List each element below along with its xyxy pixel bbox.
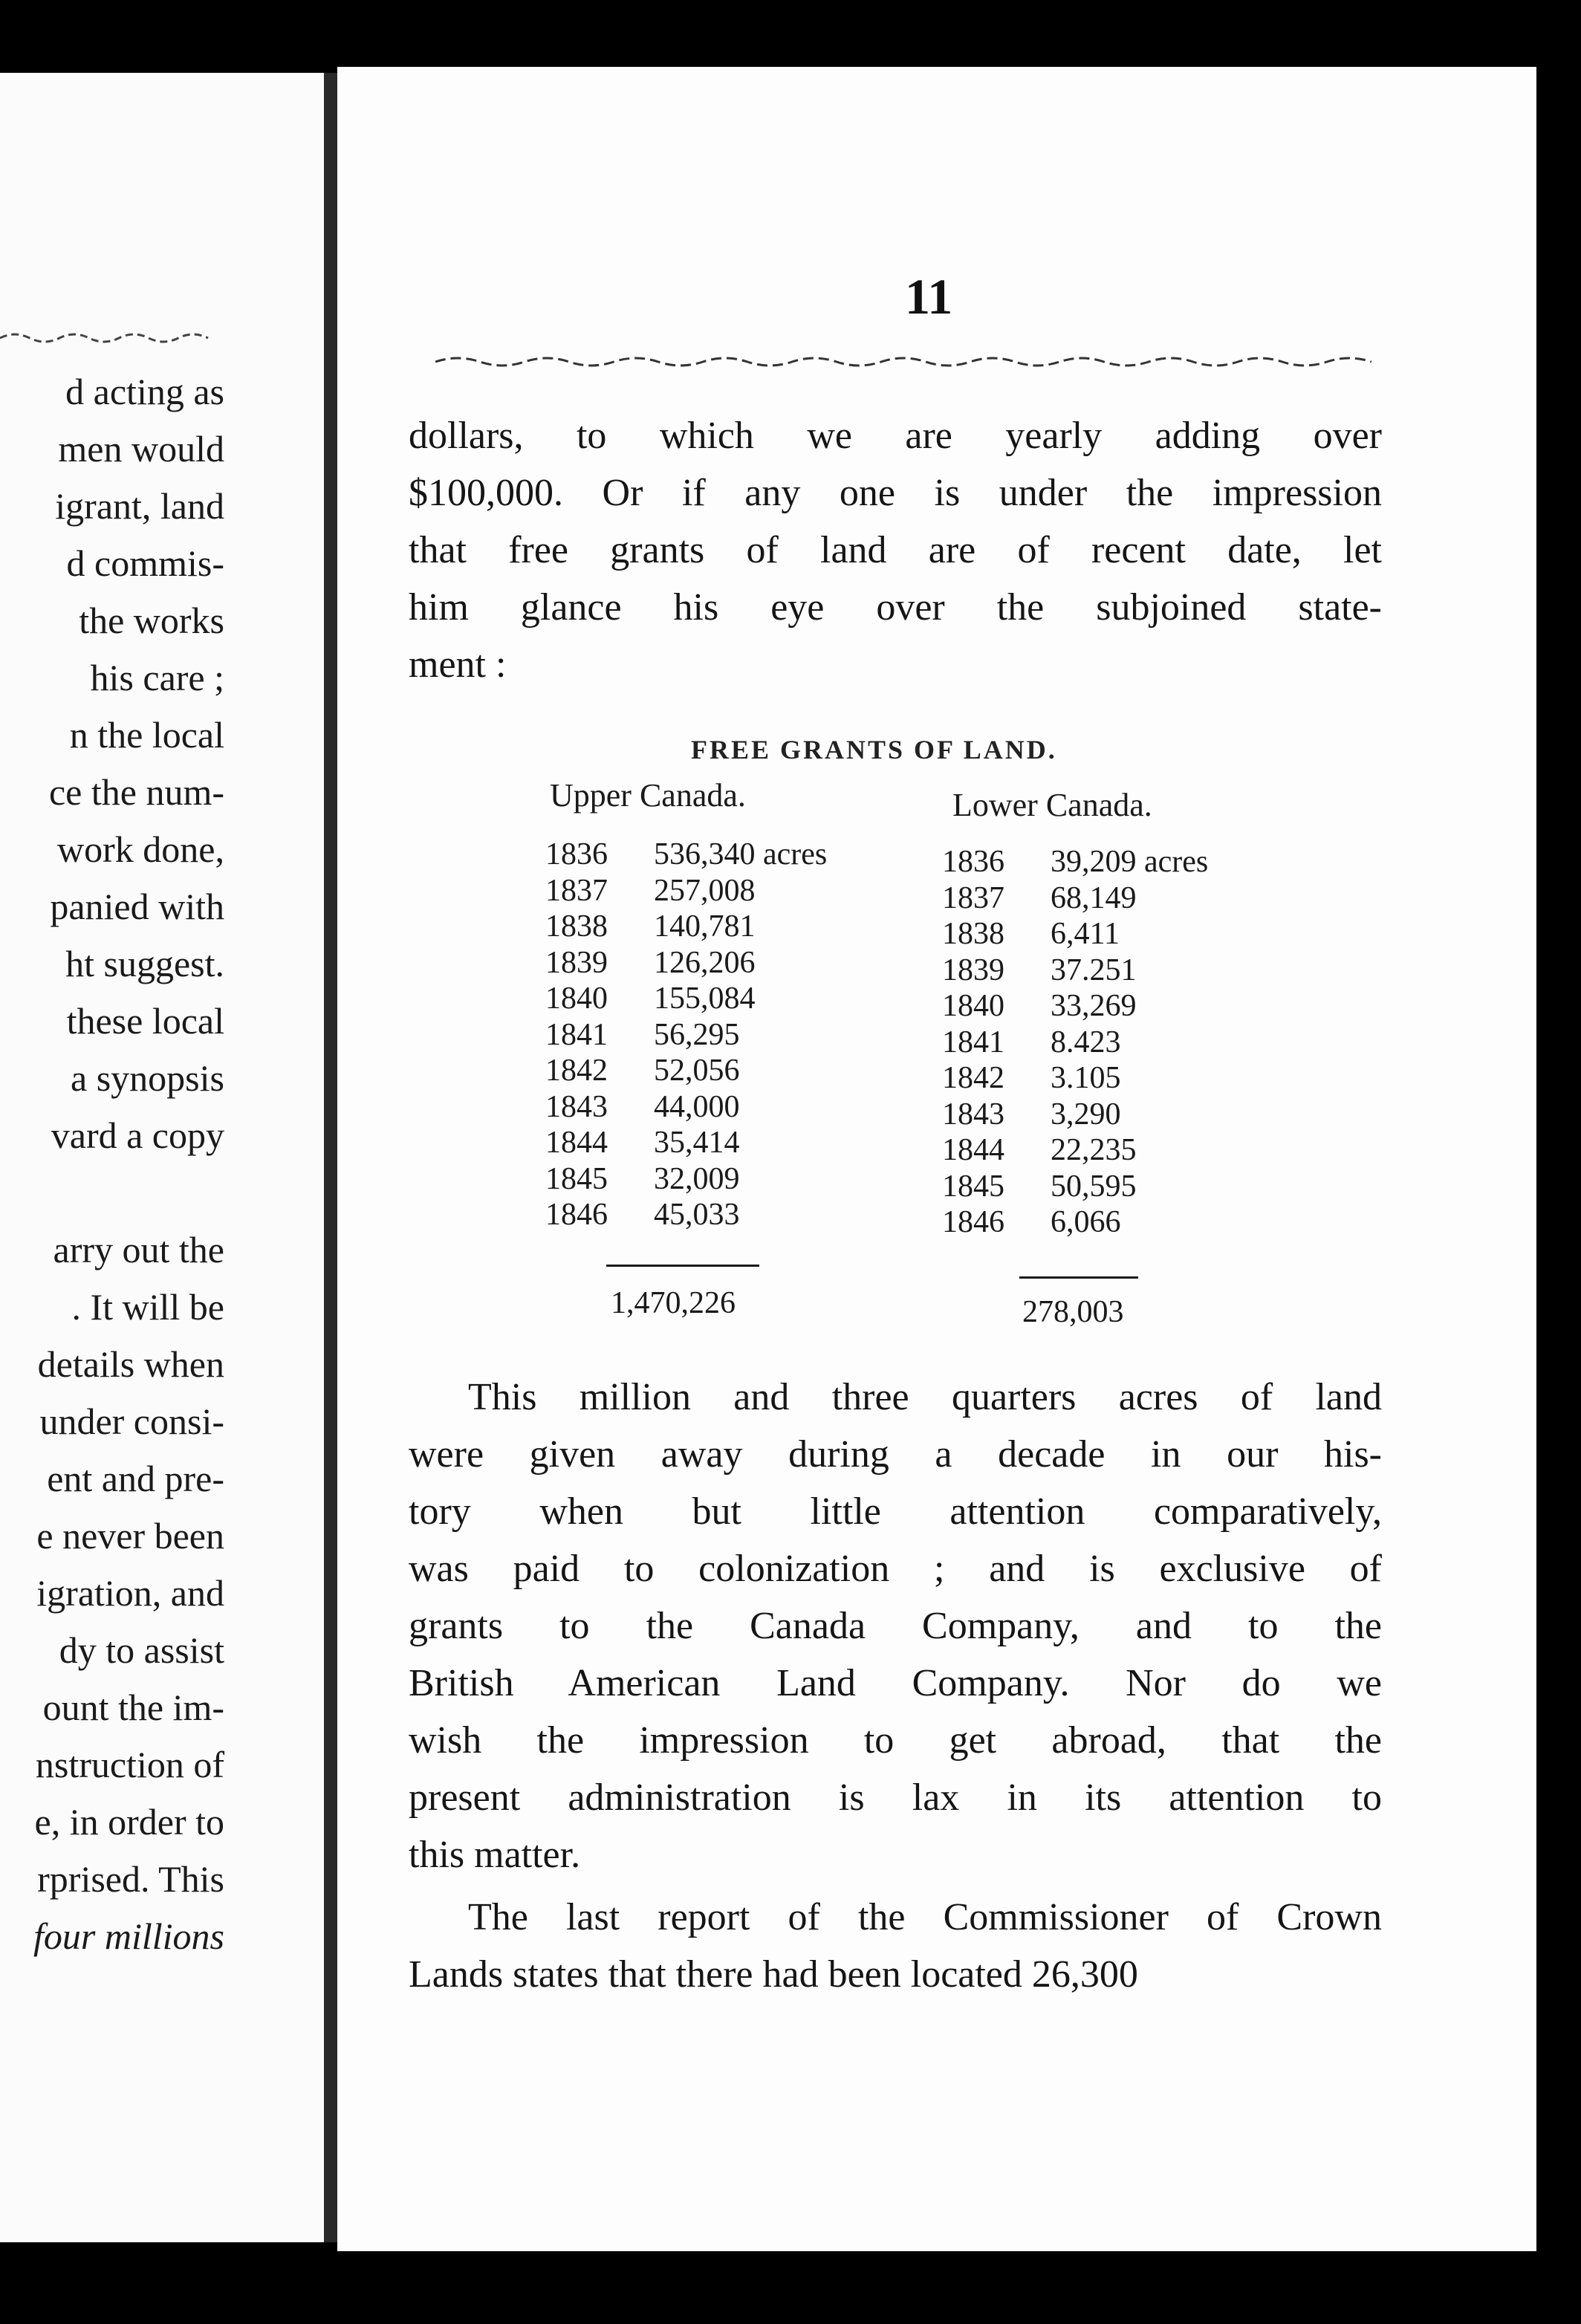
table-row: [942, 1097, 1121, 1132]
left-page-line: work done,: [57, 828, 224, 870]
page-number: 11: [905, 268, 953, 325]
row-acres: 3,290: [1051, 1097, 1121, 1132]
left-page-line: n the local: [69, 714, 224, 756]
row-year: 1837: [942, 880, 1004, 915]
row-year: 1846: [942, 1205, 1004, 1239]
row-year: 1837: [545, 873, 608, 908]
row-acres: 140,781: [654, 909, 756, 944]
text-line: This million and three quarters acres of land: [468, 1376, 1382, 1418]
table-row: [942, 1204, 1121, 1240]
text-line: tory when but little attention comparatively,: [409, 1490, 1382, 1533]
left-page-text: [0, 73, 327, 2242]
lower-canada-total: 278,003: [1022, 1295, 1124, 1329]
row-acres: 35,414: [654, 1126, 740, 1160]
table-row: [942, 988, 1137, 1024]
row-acres: 126,206: [654, 945, 756, 980]
left-page-line: d commis-: [66, 542, 224, 584]
row-acres: 33,269: [1051, 989, 1137, 1023]
left-page-line: his care ;: [90, 657, 224, 698]
table-row: [545, 1089, 740, 1125]
row-acres: 257,008: [654, 873, 756, 908]
text-line: British American Land Company. Nor do we: [409, 1662, 1382, 1704]
text-line: this matter.: [409, 1834, 581, 1876]
row-year: 1845: [942, 1169, 1004, 1204]
intro-paragraph: [409, 407, 1382, 693]
row-year: 1845: [545, 1161, 608, 1196]
table-row: [942, 880, 1137, 916]
upper-canada-total: 1,470,226: [611, 1286, 736, 1320]
row-acres: 50,595: [1051, 1169, 1137, 1204]
text-line: wish the impression to get abroad, that the: [409, 1719, 1382, 1762]
left-page-line: d acting as: [65, 371, 224, 412]
left-page-line: igrant, land: [55, 485, 224, 527]
row-acres: 56,295: [654, 1017, 740, 1052]
row-year: 1838: [545, 909, 608, 944]
table-row: [545, 981, 756, 1016]
row-acres: 44,000: [654, 1089, 740, 1124]
upper-canada-heading: Upper Canada.: [550, 777, 746, 814]
row-year: 1838: [942, 917, 1004, 951]
row-year: 1841: [545, 1017, 608, 1052]
table-row: [545, 909, 756, 944]
table-row: [545, 945, 756, 981]
table-row: [942, 1169, 1137, 1204]
row-acres: 6,066: [1051, 1205, 1121, 1239]
left-page-line: four millions: [33, 1915, 224, 1957]
left-page-line: nstruction of: [35, 1744, 224, 1785]
left-page-line: dy to assist: [59, 1629, 224, 1671]
row-year: 1839: [545, 945, 608, 980]
book-spine: [324, 73, 337, 2242]
table-title: FREE GRANTS OF LAND.: [691, 735, 1057, 765]
row-acres: 52,056: [654, 1054, 740, 1088]
left-facing-page: [0, 73, 327, 2242]
left-page-line: rprised. This: [37, 1858, 224, 1900]
text-line: present administration is lax in its attention to: [409, 1776, 1382, 1819]
table-row: [545, 1017, 740, 1053]
lower-canada-heading: Lower Canada.: [952, 787, 1152, 823]
table-row: [545, 1125, 740, 1161]
text-line: him glance his eye over the subjoined state-: [409, 586, 1382, 629]
table-row: [942, 1132, 1137, 1168]
row-acres: 8.423: [1051, 1025, 1121, 1059]
left-page-line: ce the num-: [48, 771, 224, 813]
table-row: [545, 873, 756, 909]
wavy-rule: [435, 351, 1371, 373]
left-page-line: details when: [37, 1343, 224, 1385]
row-acres: 45,033: [654, 1198, 740, 1232]
row-year: 1839: [942, 952, 1004, 987]
text-line: grants to the Canada Company, and to the: [409, 1605, 1382, 1647]
text-line: that free grants of land are of recent date, let: [409, 529, 1382, 571]
text-line: Lands states that there had been located 26,300: [409, 1953, 1138, 1996]
left-page-line: e, in order to: [34, 1801, 224, 1843]
table-row: [545, 1053, 740, 1088]
left-page-line: . It will be: [71, 1286, 224, 1328]
table-row: [942, 916, 1120, 952]
row-acres: 536,340 acres: [654, 837, 828, 872]
row-year: 1840: [942, 989, 1004, 1023]
row-year: 1842: [545, 1054, 608, 1088]
row-year: 1841: [942, 1025, 1004, 1059]
row-year: 1844: [545, 1126, 608, 1160]
left-page-line: a synopsis: [71, 1057, 224, 1099]
row-year: 1843: [545, 1089, 608, 1124]
text-line: $100,000. Or if any one is under the impression: [409, 472, 1382, 514]
row-year: 1844: [942, 1133, 1004, 1167]
left-page-line: under consi-: [39, 1400, 224, 1442]
row-acres: 39,209 acres: [1051, 845, 1209, 879]
text-line: was paid to colonization ; and is exclusive of: [409, 1548, 1382, 1590]
upper-total-rule: [606, 1265, 759, 1267]
row-year: 1846: [545, 1198, 608, 1232]
row-acres: 32,009: [654, 1161, 740, 1196]
table-row: [942, 1025, 1121, 1060]
left-page-line: ht suggest.: [65, 943, 224, 984]
left-page-line: ent and pre-: [47, 1458, 224, 1499]
row-acres: 155,084: [654, 981, 756, 1016]
table-row: [545, 1197, 740, 1233]
text-line: ment :: [409, 643, 507, 686]
text-line: dollars, to which we are yearly adding over: [409, 415, 1382, 457]
row-year: 1842: [942, 1061, 1004, 1095]
body-paragraph-2: [409, 1889, 1382, 2003]
left-page-line: ount the im-: [42, 1687, 224, 1728]
left-page-line: panied with: [50, 886, 224, 927]
body-paragraph-1: [409, 1369, 1382, 1883]
row-acres: 22,235: [1051, 1133, 1137, 1167]
row-year: 1843: [942, 1097, 1004, 1132]
table-row: [545, 1161, 740, 1197]
lower-total-rule: [1019, 1276, 1138, 1279]
table-row: [942, 1060, 1121, 1096]
row-year: 1836: [942, 845, 1004, 879]
left-page-line: these local: [66, 1000, 224, 1042]
row-year: 1836: [545, 837, 608, 872]
table-row: [942, 952, 1137, 988]
table-row: [545, 837, 828, 872]
left-page-line: men would: [58, 428, 224, 470]
left-page-line: e never been: [36, 1515, 224, 1557]
row-acres: 37.251: [1051, 952, 1137, 987]
row-year: 1840: [545, 981, 608, 1016]
row-acres: 3.105: [1051, 1061, 1121, 1095]
left-page-line: igration, and: [36, 1572, 224, 1614]
left-page-line: vard a copy: [51, 1114, 224, 1156]
row-acres: 68,149: [1051, 880, 1137, 915]
text-line: were given away during a decade in our his-: [409, 1433, 1382, 1476]
left-page-line: arry out the: [53, 1229, 224, 1270]
row-acres: 6,411: [1051, 917, 1120, 951]
table-row: [942, 844, 1209, 880]
left-page-line: the works: [79, 600, 224, 641]
text-line: The last report of the Commissioner of Crown: [468, 1896, 1382, 1938]
